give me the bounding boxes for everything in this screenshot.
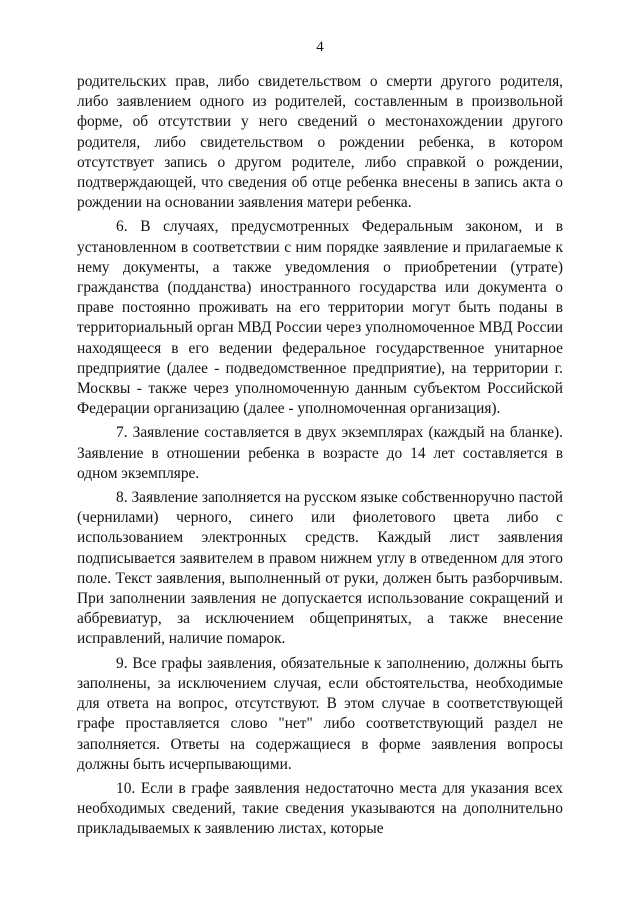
paragraph-item-9: 9. Все графы заявления, обязательные к заполнению, должны быть заполнены, за исключением случая, если обстоятельства, необходимые для ответа на вопрос, отсутствуют. В этом случае в соответствующей графе проставляется слово "нет" либо соответствующий раздел не заполняется. Ответы на содержащиеся в форме заявления вопросы должны быть исчерпывающими.: [77, 654, 563, 773]
paragraph-item-8: 8. Заявление заполняется на русском языке собственноручно пастой (чернилами) черного, синего или фиолетового цвета либо с использованием электронных средств. Каждый лист заявления подписывается заявителем в правом нижнем углу в отведенном для этого поле. Текст заявления, выполненный от руки, должен быть разборчивым. При заполнении заявления не допускается использование сокращений и аббревиатур, за исключением общепринятых, а также внесение исправлений, наличие помарок.: [77, 489, 563, 648]
paragraph-continuation: родительских прав, либо свидетельством о смерти другого родителя, либо заявлением одного из родителей, составленным в произвольной форме, об отсутствии у него сведений о местонахождении другого родителя, либо свидетельством о рождении ребенка, в котором отсутствует запись о другом родителе, либо справкой о рождении, подтверждающей, что сведения об отце ребенка внесены в запись акта о рождении на основании заявления матери ребенка.: [77, 73, 563, 212]
document-body: [77, 72, 563, 844]
paragraph-item-6: 6. В случаях, предусмотренных Федеральным законом, и в установленном в соответствии с ним порядке заявление и прилагаемые к нему документы, а также уведомления о приобретении (утрате) гражданства (подданства) иностранного государства или документа о праве постоянно проживать на его территории могут быть поданы в территориальный орган МВД России через уполномоченное МВД России находящееся в его ведении федеральное государственное унитарное предприятие (далее - подведомственное предприятие), на территории г. Москвы - также через уполномоченную данным субъектом Российской Федерации организацию (далее - уполномоченная организация).: [77, 218, 563, 418]
paragraph-item-7: 7. Заявление составляется в двух экземплярах (каждый на бланке). Заявление в отношении ребенка в возрасте до 14 лет составляется в одном экземпляре.: [77, 424, 563, 482]
page-number: 4: [316, 39, 324, 55]
paragraph-item-10: 10. Если в графе заявления недостаточно места для указания всех необходимых сведений, такие сведения указываются на дополнительно прикладываемых к заявлению листах, которые: [77, 779, 563, 838]
